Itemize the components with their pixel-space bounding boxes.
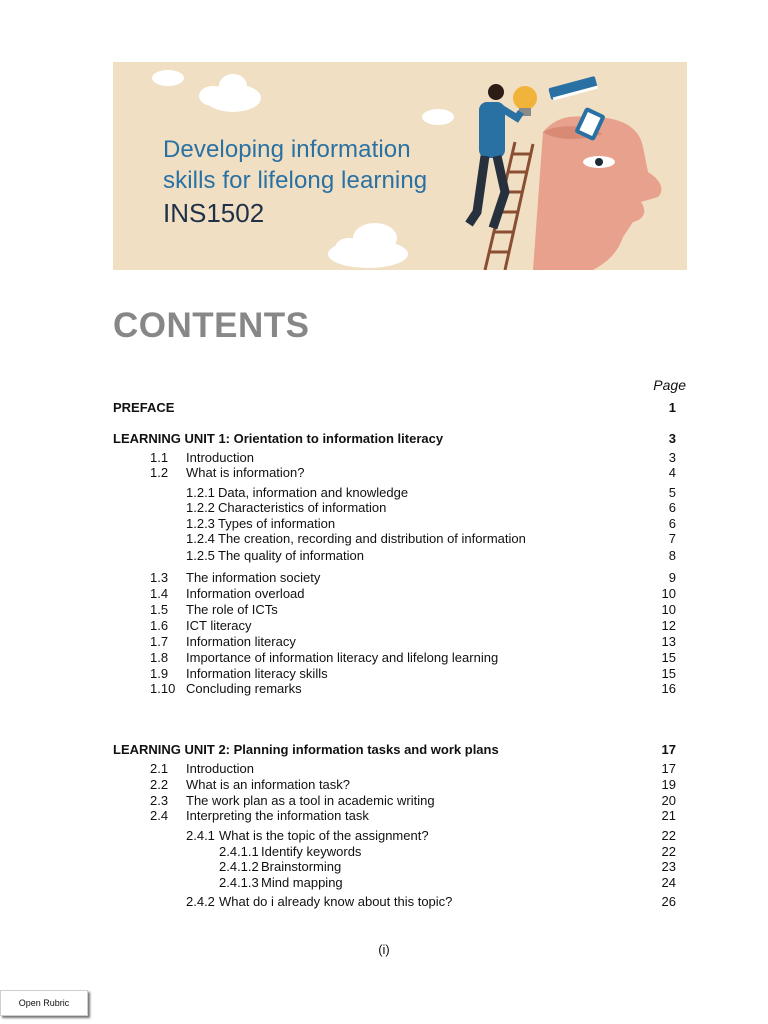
toc-page-number: 17 <box>661 742 676 757</box>
cover-banner <box>113 62 687 270</box>
toc-page-number: 21 <box>661 808 676 823</box>
toc-page-number: 12 <box>661 618 676 633</box>
toc-entry-number: 1.2.3 <box>186 516 215 531</box>
toc-entry-number: 1.9 <box>150 666 169 681</box>
open-rubric-button[interactable]: Open Rubric <box>0 990 88 1016</box>
contents-heading: CONTENTS <box>113 306 310 345</box>
toc-entry-number: 2.4.1.2 <box>219 859 259 874</box>
toc-entry-title: Mind mapping <box>261 875 343 890</box>
toc-page-number: 5 <box>668 485 676 500</box>
toc-entry-title: What is the topic of the assignment? <box>219 828 429 843</box>
toc-entry-title: Information literacy <box>186 634 296 649</box>
toc-entry-title: The quality of information <box>218 548 364 563</box>
toc-page-number: 4 <box>668 465 676 480</box>
toc-entry-number: 1.1 <box>150 450 169 465</box>
toc-entry-number: 1.3 <box>150 570 169 585</box>
toc-entry-title: Brainstorming <box>261 859 342 874</box>
toc-entry-number: 2.4.1.1 <box>219 844 259 859</box>
toc-entry-number: 2.3 <box>150 793 169 808</box>
toc-entry-number: 2.4.1 <box>186 828 215 843</box>
toc-entry-title: What is information? <box>186 465 305 480</box>
toc-page-number: 24 <box>661 875 676 890</box>
toc-entry-number: 1.2.1 <box>186 485 215 500</box>
toc-page-number: 26 <box>661 894 676 909</box>
toc-entry-title: Types of information <box>218 516 336 531</box>
toc-entry-title: ICT literacy <box>186 618 252 633</box>
toc-entry-number: 2.4 <box>150 808 169 823</box>
toc-page-number: 20 <box>661 793 676 808</box>
toc-entry-title: The work plan as a tool in academic writing <box>186 793 435 808</box>
toc-page-number: 15 <box>661 666 676 681</box>
toc-entry-number: 1.2.2 <box>186 500 215 515</box>
toc-entry-title: Information literacy skills <box>186 666 328 681</box>
toc-entry-title: Interpreting the information task <box>186 808 369 823</box>
toc-page-number: 6 <box>668 500 676 515</box>
toc-page-number: 6 <box>668 516 676 531</box>
toc-page-number: 23 <box>661 859 676 874</box>
toc-page-number: 17 <box>661 761 676 776</box>
toc-page-number: 22 <box>661 828 676 843</box>
toc-entry-title: The role of ICTs <box>186 602 278 617</box>
toc-entry-title: The information society <box>186 570 321 585</box>
toc-entry-number: 1.2 <box>150 465 169 480</box>
toc-entry-label: PREFACE <box>113 400 175 415</box>
toc-page-number: 15 <box>661 650 676 665</box>
toc-entry-title: Introduction <box>186 450 254 465</box>
toc-entry-title: The creation, recording and distribution of information <box>218 531 526 546</box>
toc-entry-number: 2.2 <box>150 777 169 792</box>
toc-entry-number: 1.2.4 <box>186 531 215 546</box>
toc-page-number: 3 <box>668 431 676 446</box>
toc-page-number: 9 <box>668 570 676 585</box>
toc-entry-title: Information overload <box>186 586 305 601</box>
toc-entry-number: 1.5 <box>150 602 169 617</box>
toc-entry-title: Characteristics of information <box>218 500 387 515</box>
toc-page-number: 3 <box>668 450 676 465</box>
toc-entry-number: 1.6 <box>150 618 169 633</box>
toc-entry-title: What do i already know about this topic? <box>219 894 453 909</box>
toc-entry-number: 1.2.5 <box>186 548 215 563</box>
toc-entry-title: Importance of information literacy and lifelong learning <box>186 650 499 665</box>
toc-page-number: 7 <box>668 531 676 546</box>
toc-page-number: 13 <box>661 634 676 649</box>
page-footer-number: (i) <box>378 942 390 957</box>
toc-entry-number: 2.4.2 <box>186 894 215 909</box>
toc-page-number: 10 <box>661 586 676 601</box>
toc-page-number: 1 <box>668 400 676 415</box>
toc-entry-label: LEARNING UNIT 1: Orientation to information literacy <box>113 431 444 446</box>
toc-entry-number: 2.4.1.3 <box>219 875 259 890</box>
toc-entry-label: LEARNING UNIT 2: Planning information tasks and work plans <box>113 742 499 757</box>
toc-entry-number: 1.4 <box>150 586 169 601</box>
toc-entry-number: 2.1 <box>150 761 169 776</box>
toc-entry-number: 1.7 <box>150 634 169 649</box>
toc-page-number: 22 <box>661 844 676 859</box>
toc-page-number: 8 <box>668 548 676 563</box>
course-code: INS1502 <box>163 198 265 228</box>
toc-entry-title: Introduction <box>186 761 254 776</box>
toc-page-number: 19 <box>661 777 676 792</box>
banner-title <box>163 134 427 196</box>
toc-entry-number: 1.10 <box>150 681 176 696</box>
page-column-label: Page <box>653 377 686 393</box>
banner-title-line: Developing information <box>163 136 411 163</box>
banner-title-line: skills for lifelong learning <box>163 167 428 194</box>
toc-entry-title: Data, information and knowledge <box>218 485 409 500</box>
toc-entry-title: Concluding remarks <box>186 681 302 696</box>
toc-page-number: 10 <box>661 602 676 617</box>
toc-entry-number: 1.8 <box>150 650 169 665</box>
toc-page-number: 16 <box>661 681 676 696</box>
toc-entry-title: Identify keywords <box>261 844 362 859</box>
toc-entry-title: What is an information task? <box>186 777 351 792</box>
